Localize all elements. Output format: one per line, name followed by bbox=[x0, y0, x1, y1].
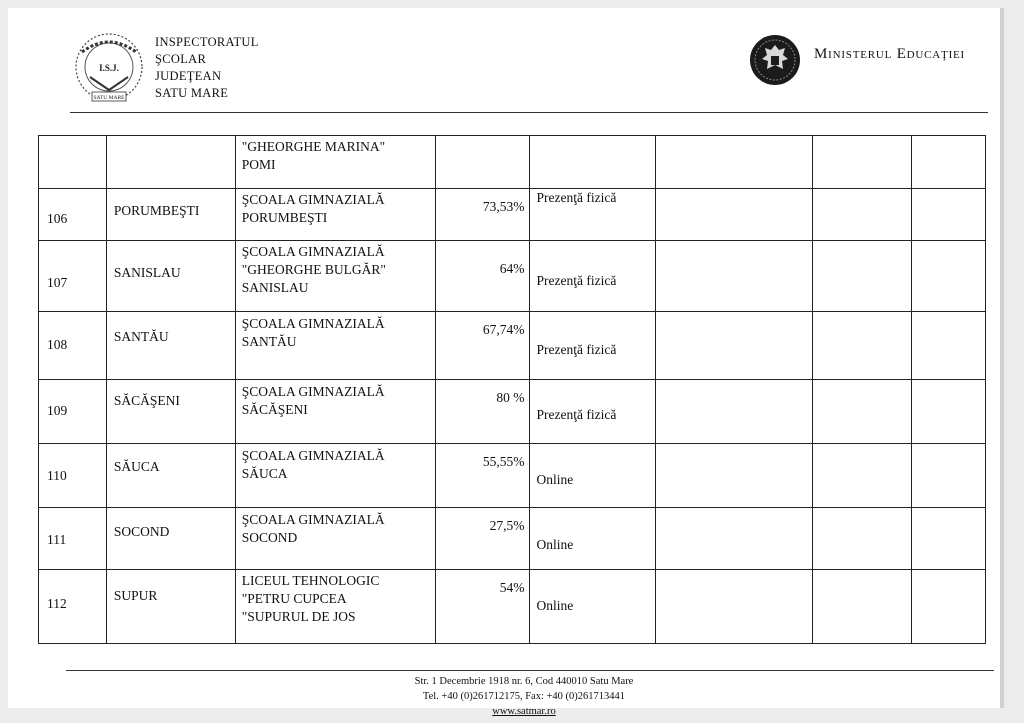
cell-locality bbox=[106, 508, 235, 570]
row-number: 108 bbox=[47, 337, 68, 352]
cell-empty bbox=[912, 444, 986, 508]
attendance-mode: Online bbox=[536, 537, 574, 552]
isj-name bbox=[155, 34, 259, 102]
school-line: SANTĂU bbox=[241, 334, 297, 349]
cell-empty bbox=[656, 444, 813, 508]
cell-percentage bbox=[435, 241, 530, 312]
table-row bbox=[39, 508, 986, 570]
locality-name: SOCOND bbox=[113, 524, 170, 539]
school-line: ŞCOALA GIMNAZIALĂ bbox=[241, 384, 385, 399]
cell-percentage bbox=[435, 444, 530, 508]
cell-empty bbox=[813, 444, 912, 508]
school-line: "GHEORGHE BULGĂR" bbox=[241, 262, 386, 277]
cell-school bbox=[235, 380, 435, 444]
cell-mode bbox=[530, 570, 656, 644]
footer bbox=[8, 674, 1000, 719]
cell-percentage bbox=[435, 570, 530, 644]
table-row bbox=[39, 189, 986, 241]
ministry-coat-of-arms bbox=[749, 34, 801, 86]
cell-empty bbox=[912, 312, 986, 380]
cell-nr bbox=[39, 241, 107, 312]
cell-empty bbox=[813, 312, 912, 380]
school-line: ŞCOALA GIMNAZIALĂ bbox=[241, 192, 385, 207]
cell-nr bbox=[39, 380, 107, 444]
cell-school bbox=[235, 570, 435, 644]
cell-locality bbox=[106, 136, 235, 189]
table-row bbox=[39, 570, 986, 644]
cell-empty bbox=[813, 508, 912, 570]
school-line: ŞCOALA GIMNAZIALĂ bbox=[241, 448, 385, 463]
cell-mode bbox=[530, 444, 656, 508]
cell-percentage bbox=[435, 189, 530, 241]
isj-line: JUDEŢEAN bbox=[155, 69, 222, 83]
school-line: "SUPURUL DE JOS bbox=[241, 609, 356, 624]
isj-logo-bottom-text: SATU MARE bbox=[93, 95, 125, 101]
cell-nr bbox=[39, 312, 107, 380]
cell-school bbox=[235, 189, 435, 241]
school-line: POMI bbox=[241, 157, 276, 172]
school-line: ŞCOALA GIMNAZIALĂ bbox=[241, 244, 385, 259]
cell-locality bbox=[106, 444, 235, 508]
school-line: SANISLAU bbox=[241, 280, 309, 295]
percentage-value: 73,53% bbox=[482, 199, 525, 214]
school-line: "GHEORGHE MARINA" bbox=[241, 139, 386, 154]
cell-nr bbox=[39, 444, 107, 508]
row-number: 107 bbox=[47, 275, 68, 290]
cell-school bbox=[235, 136, 435, 189]
school-line: SOCOND bbox=[241, 530, 298, 545]
cell-empty bbox=[813, 136, 912, 189]
header-divider bbox=[70, 112, 988, 113]
schools-table bbox=[38, 135, 986, 644]
cell-school bbox=[235, 508, 435, 570]
footer-contact: Tel. +40 (0)261712175, Fax: +40 (0)261713441 bbox=[422, 691, 626, 702]
percentage-value: 64% bbox=[499, 261, 525, 276]
row-number: 110 bbox=[47, 468, 67, 483]
ministry-name: Ministerul Educaţiei bbox=[814, 46, 966, 62]
cell-empty bbox=[656, 241, 813, 312]
percentage-value: 55,55% bbox=[482, 454, 525, 469]
cell-mode bbox=[530, 136, 656, 189]
cell-empty bbox=[813, 570, 912, 644]
cell-empty bbox=[813, 189, 912, 241]
school-line: SĂCĂŞENI bbox=[241, 402, 308, 417]
cell-percentage bbox=[435, 312, 530, 380]
school-line: ŞCOALA GIMNAZIALĂ bbox=[241, 512, 385, 527]
letterhead bbox=[8, 8, 1000, 118]
attendance-mode: Prezenţă fizică bbox=[536, 273, 617, 288]
locality-name: SĂCĂŞENI bbox=[113, 393, 180, 408]
cell-locality bbox=[106, 241, 235, 312]
locality-name: PORUMBEŞTI bbox=[113, 203, 200, 218]
school-line: PORUMBEŞTI bbox=[241, 210, 328, 225]
row-number: 106 bbox=[47, 211, 68, 226]
cell-mode bbox=[530, 508, 656, 570]
cell-locality bbox=[106, 570, 235, 644]
cell-nr bbox=[39, 189, 107, 241]
row-number: 109 bbox=[47, 403, 68, 418]
attendance-mode: Prezenţă fizică bbox=[536, 407, 617, 422]
cell-empty bbox=[912, 508, 986, 570]
row-number: 111 bbox=[47, 532, 67, 547]
table-row bbox=[39, 312, 986, 380]
document-page bbox=[8, 8, 1000, 717]
table-row bbox=[39, 380, 986, 444]
cell-school bbox=[235, 312, 435, 380]
isj-line: ŞCOLAR bbox=[155, 52, 207, 66]
cell-empty bbox=[813, 380, 912, 444]
cell-empty bbox=[912, 380, 986, 444]
cell-mode bbox=[530, 241, 656, 312]
cell-nr bbox=[39, 508, 107, 570]
cell-school bbox=[235, 241, 435, 312]
percentage-value: 67,74% bbox=[482, 322, 525, 337]
isj-logo bbox=[70, 30, 148, 108]
cell-empty bbox=[656, 189, 813, 241]
locality-name: SĂUCA bbox=[113, 459, 160, 474]
attendance-mode: Online bbox=[536, 598, 574, 613]
cell-percentage bbox=[435, 380, 530, 444]
school-line: SĂUCA bbox=[241, 466, 288, 481]
school-line: "PETRU CUPCEA bbox=[241, 591, 347, 606]
cell-percentage bbox=[435, 508, 530, 570]
footer-address: Str. 1 Decembrie 1918 nr. 6, Cod 440010 Satu Mare bbox=[414, 676, 634, 687]
cell-nr bbox=[39, 136, 107, 189]
locality-name: SUPUR bbox=[113, 588, 158, 603]
percentage-value: 54% bbox=[499, 580, 525, 595]
isj-logo-text: I.S.J. bbox=[99, 63, 119, 73]
page-edge bbox=[1000, 8, 1004, 708]
cell-locality bbox=[106, 312, 235, 380]
cell-empty bbox=[656, 380, 813, 444]
cell-empty bbox=[813, 241, 912, 312]
row-number: 112 bbox=[47, 596, 67, 611]
cell-empty bbox=[656, 136, 813, 189]
cell-nr bbox=[39, 570, 107, 644]
cell-empty bbox=[912, 189, 986, 241]
cell-school bbox=[235, 444, 435, 508]
isj-line: INSPECTORATUL bbox=[155, 35, 259, 49]
table-row bbox=[39, 241, 986, 312]
percentage-value: 80 % bbox=[496, 390, 525, 405]
cell-empty bbox=[912, 241, 986, 312]
percentage-value: 27,5% bbox=[489, 518, 525, 533]
cell-empty bbox=[912, 570, 986, 644]
footer-website-link[interactable]: www.satmar.ro bbox=[492, 706, 556, 717]
locality-name: SANTĂU bbox=[113, 329, 169, 344]
attendance-mode: Prezenţă fizică bbox=[536, 342, 617, 357]
cell-mode bbox=[530, 312, 656, 380]
cell-mode bbox=[530, 380, 656, 444]
school-line: ŞCOALA GIMNAZIALĂ bbox=[241, 316, 385, 331]
attendance-mode: Online bbox=[536, 472, 574, 487]
table-row bbox=[39, 136, 986, 189]
isj-line: SATU MARE bbox=[155, 86, 229, 100]
attendance-mode: Prezenţă fizică bbox=[536, 190, 617, 205]
cell-percentage bbox=[435, 136, 530, 189]
cell-empty bbox=[656, 570, 813, 644]
cell-empty bbox=[656, 312, 813, 380]
cell-mode bbox=[530, 189, 656, 241]
footer-divider bbox=[66, 670, 994, 671]
table-row bbox=[39, 444, 986, 508]
school-line: LICEUL TEHNOLOGIC bbox=[241, 573, 380, 588]
cell-empty bbox=[656, 508, 813, 570]
cell-locality bbox=[106, 189, 235, 241]
locality-name: SANISLAU bbox=[113, 265, 181, 280]
cell-empty bbox=[912, 136, 986, 189]
cell-locality bbox=[106, 380, 235, 444]
